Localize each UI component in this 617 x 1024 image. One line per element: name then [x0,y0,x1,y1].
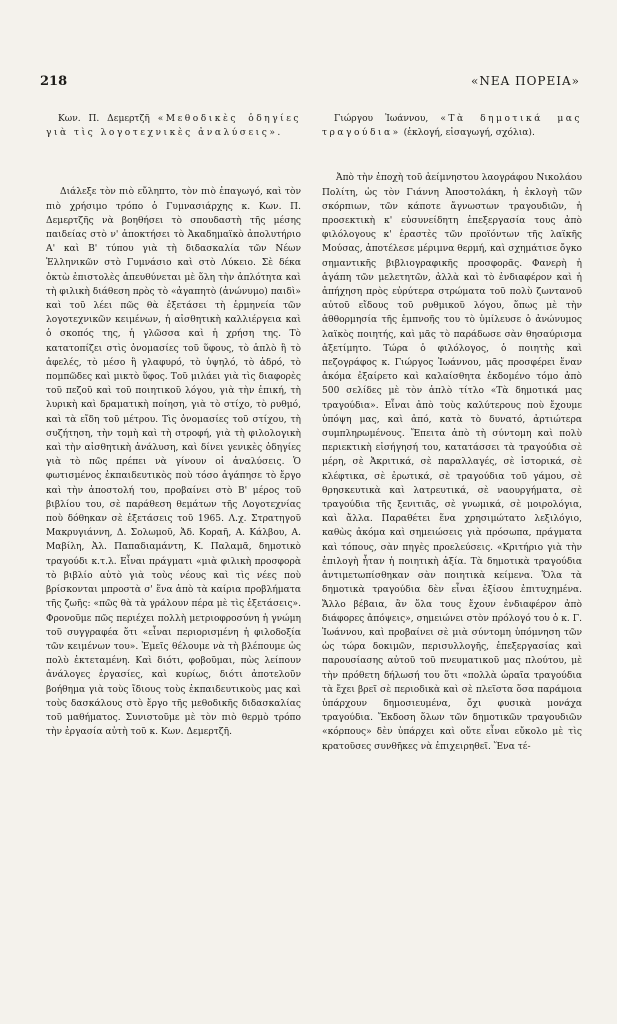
review-author: Γιώργου Ἰωάννου, [334,114,429,124]
review-author: Κων. Π. Δεμερτζῆ [58,114,150,124]
review-heading [46,112,301,140]
review-body: Ἀπὸ τὴν ἐποχὴ τοῦ ἀείμνηστου λαογράφου Νικολάου Πολίτη, ὡς τὸν Γιάννη Ἀποστολάκη, ἡ ἐκλογὴ τῶν σκόρπιων, τῶν κάποτε ἄγνωστων τραγουδιῶν, ἡ προσεκτικὴ κ' εὐσυνείδητη ἐπεξεργασία τους ἀπὸ φιλόλογους κ' ἐραστὲς τῶν προϊόντων τῆς λαϊκῆς Μούσας, ἀποτέλεσε μέριμνα θερμή, καὶ σχημάτισε ὄγκο σημαντικῆς βιβλιογραφικῆς προσφορᾶς. Φανερὴ ἡ ἀγάπη τῶν μελετητῶν, ἀλλὰ καὶ τὸ ἐνδιαφέρον καὶ ἡ ἀπήχηση πρὸς εὐρύτερα στρώματα τοῦ πολὺ ζωντανοῦ αὐτοῦ εἴδους τοῦ ρυθμικοῦ λόγου, ὅπως μὲ τὴν ἀθθορμησία τῆς ἐμπνοῆς του τὸ ὑμίλευσε ὁ ἀνώνυμος λαϊκὸς ποιητής, καὶ μᾶς τὸ παράδωσε σὰν θησαύρισμα ἀξετίμητο. Τώρα ὁ φιλόλογος, ὁ ποιητὴς καὶ πεζογράφος κ. Γιώργος Ἰωάννου, μᾶς προσφέρει ἕναν ἀκόμα ἐξαίρετο καὶ καλαίσθητα ἐκδομένο τόμο ἀπὸ 500 σελίδες μὲ τὸν ἁπλὸ τίτλο «Τὰ δημοτικά μας τραγούδια». Εἶναι ἀπὸ τοὺς καλύτερους ποὺ ἔχουμε ὑπόψη μας, καὶ ἀπό, κατὰ τὸ δυνατό, ἀρτιώτερα συμπληρωμένους. Ἔπειτα ἀπὸ τὴ σύντομη καὶ πολὺ περιεκτικὴ εἰσήγησή του, κατατάσσει τὰ τραγούδια σὲ μέρη, σὲ Ἀκριτικά, σὲ παραλλαγές, σὲ ἱστορικά, σὲ κλέφτικα, σὲ ἐρωτικά, σὲ τραγούδια τοῦ γάμου, σὲ θρησκευτικὰ καὶ λατρευτικά, σὲ ναουργήματα, σὲ τραγούδια τῆς ξενιτιᾶς, σὲ γνωμικά, σὲ μοιρολόγια, καὶ ἄλλα. Παραθέτει ἕνα χρησιμώτατο λεξιλόγιο, καθὼς ἀκόμα καὶ σημειώσεις γιὰ πρόσωπα, πράγματα καὶ τόπους, σὰν πηγὲς προελεύσεις. «Κριτήριο γιὰ τὴν ἐπιλογὴ ἦταν ἡ ποιητικὴ ἀξία. Τὰ δημοτικὰ τραγούδια ἀντιμετωπίσθηκαν σὰν ποιητικὰ κείμενα. Ὅλα τὰ δημοτικὰ τραγούδια δὲν εἶναι ἐξίσου ἐπιτυχημένα. Ἄλλο βέβαια, ἂν ὅλα τους ἔχουν ἐνδιαφέρον ἀπὸ διάφορες ἀπόψεις», σημειώνει στὸν πρόλογό του ὁ κ. Γ. Ἰωάννου, καὶ προβαίνει σὲ μιὰ σύντομη ὑπόμνηση τῶν ὡς τώρα δοκιμῶν, περισυλλογῆς, ἐπεξεργασίας καὶ παρουσίασης αὐτοῦ τοῦ πνευματικοῦ μας πλούτου, μὲ τὴν πρόθετη δήλωσή του ὅτι «πολλὰ ὡραῖα τραγούδια τὰ ἔχει βρεῖ σὲ περιοδικὰ καὶ σὲ πλεῖστα ὅσα παράμοια ὑπάρχουν δημοσιευμένα, ὄχι φυσικὰ μονάχα τραγούδια. Ἔκδοση ὅλων τῶν δημοτικῶν τραγουδιῶν «κόρπους» δὲν ὑπάρχει καὶ οὔτε εἶναι εὔκολο μὲ τὶς κρατοῦσες συνθῆκες νὰ ἐπιχειρηθεῖ. Ἕνα τέ- [322,173,582,752]
review-title: «Τὰ δημοτικά μας τραγούδια» [322,114,582,139]
review-note: (ἐκλογή, εἰσαγωγή, σχόλια). [403,128,535,139]
section-spacer [322,140,582,171]
right-column [322,112,582,754]
running-title: «ΝΕΑ ΠΟΡΕΙΑ» [471,74,580,88]
page-number: 218 [40,74,68,89]
page-header [40,74,580,89]
review-heading [322,112,582,140]
review-title: «Μεθοδικὲς ὁδηγίες γιὰ τὶς λογοτεχνικὲς ἀναλύσεις». [46,114,301,139]
review-body: Διάλεξε τὸν πιὸ εὔληπτο, τὸν πιὸ ἐπαγωγό, καὶ τὸν πιὸ χρήσιμο τρόπο ὁ Γυμνασιάρχης κ. Κων. Π. Δεμερτζῆς νὰ βοηθήσει τὸ σπουδαστὴ τῆς μέσης παιδείας στὸ ν' ἀποκτήσει τὸ Ἀκαδημαϊκὸ ἀπολυτήριο Α' καὶ Β' τύπου γιὰ τὴ διδασκαλία τῶν Νέων Ἑλληνικῶν στὸ Γυμνάσιο καὶ στὸ Λύκειο. Σὲ δέκα ὀκτὼ ἐπιστολὲς ἀπευθύνεται μὲ ὅλη τὴν ἁπλότητα καὶ τὴ φιλικὴ διάθεση πρὸς τὸ «ἀγαπητὸ (ἀνώνυμο) παιδὶ» καὶ τοῦ λέει πῶς θὰ ἐξετάσει τὴ ἑρμηνεία τῶν λογοτεχνικῶν κειμένων, ἡ αἰσθητικὴ καλλιέργεια καὶ ὁ σκοπός της, ἡ γλῶσσα καὶ ἡ χρήση της. Τὸ κατατοπίζει στὶς ὀνομασίες τοῦ ὕφους, τὸ ἁπλὸ ἢ τὸ ἀφελές, τὸ μέσο ἢ γλαφυρό, τὸ ὑψηλό, τὸ ἀδρό, τὸ πομπῶδες καὶ μικτὸ ὕφος. Τοῦ μιλάει γιὰ τὶς διαφορὲς τοῦ πεζοῦ καὶ τοῦ ποιητικοῦ λόγου, γιὰ τὴν ἐπική, τὴ λυρικὴ καὶ δραματικὴ ποίηση, γιὰ τὸ στίχο, τὸ ρυθμό, καὶ τὰ εἴδη τοῦ μέτρου. Τὶς ὀνομασίες τοῦ στίχου, τὴ συζήτηση, τὴν τομὴ καὶ τὴ στροφή, γιὰ τὴ φιλολογικὴ καὶ τὴν αἰσθητικὴ ἀνάλυση, καὶ δίνει γενικὲς ὁδηγίες γιὰ τὸ πῶς πρέπει νὰ γίνουν οἱ ἀναλύσεις. Ὁ φωτισμένος ἐκπαιδευτικὸς ποὺ τόσο ἀγάπησε τὸ ἔργο καὶ τὴν ἀποστολή του, προβαίνει στὸ Β' μέρος τοῦ βιβλίου του, σὲ παράθεση θεμάτων τῆς Λογοτεχνίας ποὺ δόθηκαν σὲ ἐξετάσεις τοῦ 1965. Λ.χ. Στρατηγοῦ Μακρυγιάννη, Δ. Σολωμοῦ, Ἀδ. Κοραῆ, Α. Κάλβου, Α. Μαβίλη, Ἀλ. Παπαδιαμάντη, Κ. Παλαμᾶ, δημοτικὸ τραγούδι κ.τ.λ. Εἶναι πράγματι «μιὰ φιλικὴ προσφορὰ τὸ βιβλίο αὐτὸ γιὰ τοὺς νέους καὶ τὶς νέες ποὺ βρίσκονται μπροστὰ σ' ἕνα ἀπὸ τὰ καίρια προβλήματα τῆς ζωῆς: «πῶς θὰ τὰ γράλουν πέρα μὲ τὶς ἐξετάσεις». Φρονοῦμε πῶς περιέχει πολλὴ μετριοφροσύνη ἡ γνώμη τοῦ συγγραφέα ὅτι «εἶναι περιορισμένη ἡ φιλοδοξία τῶν κειμένων του». Ἐμεῖς θέλουμε νὰ τὴ βλέπουμε ὡς πολὺ ἐκτεταμένη. Καὶ διότι, φοβοῦμαι, πὼς λείπουν ἀνάλογες ἐργασίες, καὶ κυρίως, διότι ἀποτελοῦν βοήθημα γιὰ τοὺς ἴδιους τοὺς ἐκπαιδευτικοὺς μας καὶ τοὺς δασκάλους στὸ ἔργο τῆς μεθοδικῆς διδασκαλίας τοῦ μαθήματος. Συνιστοῦμε μὲ τὸν πιὸ θερμὸ τρόπο τὴν ἐργασία αὐτὴ τοῦ κ. Κων. Δεμερτζῆ. [46,187,301,738]
left-column [46,112,301,739]
section-spacer [46,140,301,185]
